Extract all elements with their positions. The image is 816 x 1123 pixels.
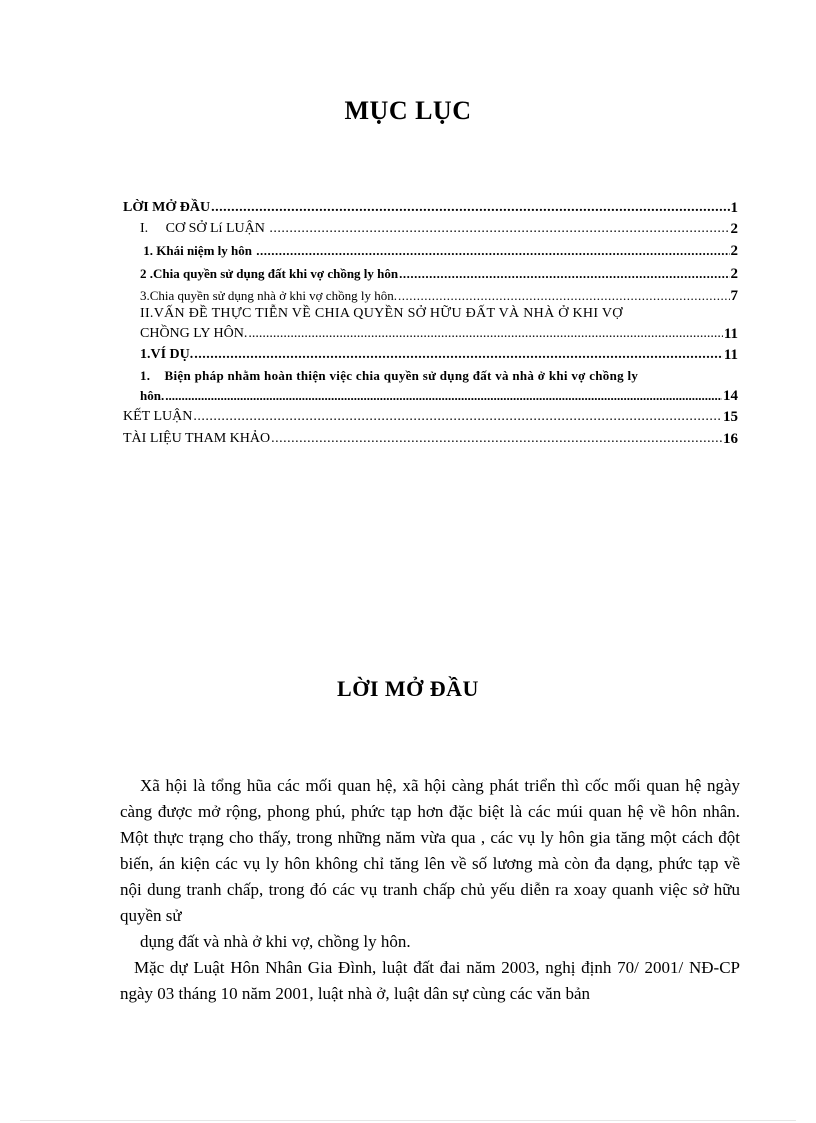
toc-entry-ket-luan[interactable] [123,409,738,425]
toc-entry-page: 15 [723,409,738,425]
toc-leader-dots [165,386,722,406]
toc-leader-dots [248,324,722,344]
toc-entry-page: 2 [730,243,738,259]
toc-entry-page: 16 [723,431,738,447]
toc-entry-label-line1: II.VẤN ĐỀ THỰC TIỄN VỀ CHIA QUYỀN SỞ HỮU ĐẤT VÀ NHÀ Ở KHI VỢ [140,306,623,321]
toc-leader-dots [269,221,729,237]
toc-entry-chia-quyen-su-dung-nha[interactable] [140,288,738,304]
toc-entry-tai-lieu-tham-khao[interactable] [123,431,738,447]
toc-entry-co-so-li-luan[interactable] [140,221,738,237]
toc-entry-khai-niem-ly-hon[interactable] [140,243,738,259]
toc-entry-label: 2 .Chia quyền sử dụng đất khi vợ chồng ly hôn [140,266,399,281]
toc-entry-page: 2 [730,266,738,282]
intro-title: LỜI MỞ ĐẦU [337,676,479,701]
toc-entry-label: 3.Chia quyền sử dụng nhà ở khi vợ chồng ly hôn. [140,288,397,303]
toc-entry-label: TÀI LIỆU THAM KHẢO [123,431,271,446]
toc-entry-chia-quyen-su-dung-dat[interactable] [140,266,738,282]
toc-entry-van-de-thuc-tien[interactable] [140,304,738,344]
toc-entry-page: 7 [730,288,738,304]
toc-entry-bien-phap[interactable] [140,366,738,406]
toc-entry-label-line2: CHỒNG LY HÔN. [140,326,248,341]
toc-leader-dots [193,409,722,425]
toc-leader-dots [194,347,723,363]
toc-entry-page: 2 [730,221,738,237]
toc-leader-dots [256,243,729,259]
intro-paragraph-1: Xã hội là tổng hũa các mối quan hệ, xã hội càng phát triển thì cốc mối quan hệ ngày càng được mở rộng, phong phú, phức tạp hơn đặc biệt là các múi quan hệ về hôn nhân. Một thực trạng cho thấy, trong những năm vừa qua , các vụ ly hôn gia tăng một cách đột biến, án kiện các vụ ly hôn không chỉ tăng lên về số lương mà còn đa dạng, phức tạp về nội dung tranh chấp, trong đó các vụ tranh chấp chủ yếu diễn ra xoay quanh việc sở hữu quyền sử [120,776,740,925]
toc-entry-page: 11 [723,326,738,342]
toc-entry-label: I. CƠ SỞ Lí LUẬN [140,221,269,236]
toc-leader-dots [398,288,730,304]
page-bottom-divider [20,1120,796,1121]
toc-entry-label-line1: 1. Biện pháp nhằm hoàn thiện việc chia quyền sử dụng đất và nhà ở khi vợ chồng ly [140,368,639,383]
toc-entry-label: 1. Khái niệm ly hôn [140,243,256,258]
toc-entry-label-line2: hôn. [140,388,165,403]
toc-leader-dots [211,200,729,216]
intro-paragraph-2: dụng đất và nhà ở khi vợ, chồng ly hôn. [140,932,411,951]
toc-entry-page: 1 [730,200,738,216]
toc-title: MỤC LỤC [344,96,472,125]
toc-entry-label: 1.VÍ DỤ. [140,347,194,362]
toc-entry-page: 11 [723,347,738,363]
toc-entry-label: KẾT LUẬN [123,409,193,424]
toc-leader-dots [271,431,722,447]
toc-entry-vi-du[interactable] [140,347,738,363]
toc-entry-loi-mo-dau[interactable] [123,200,738,216]
toc-leader-dots [399,266,729,282]
intro-paragraph-3: Mặc dự Luật Hôn Nhân Gia Đình, luật đất đai năm 2003, nghị định 70/ 2001/ NĐ-CP ngày 03 tháng 10 năm 2001, luật nhà ở, luật dân sự cùng các văn bản [120,958,740,1003]
toc-entry-label: LỜI MỞ ĐẦU [123,200,211,215]
toc-entry-page: 14 [723,388,738,404]
